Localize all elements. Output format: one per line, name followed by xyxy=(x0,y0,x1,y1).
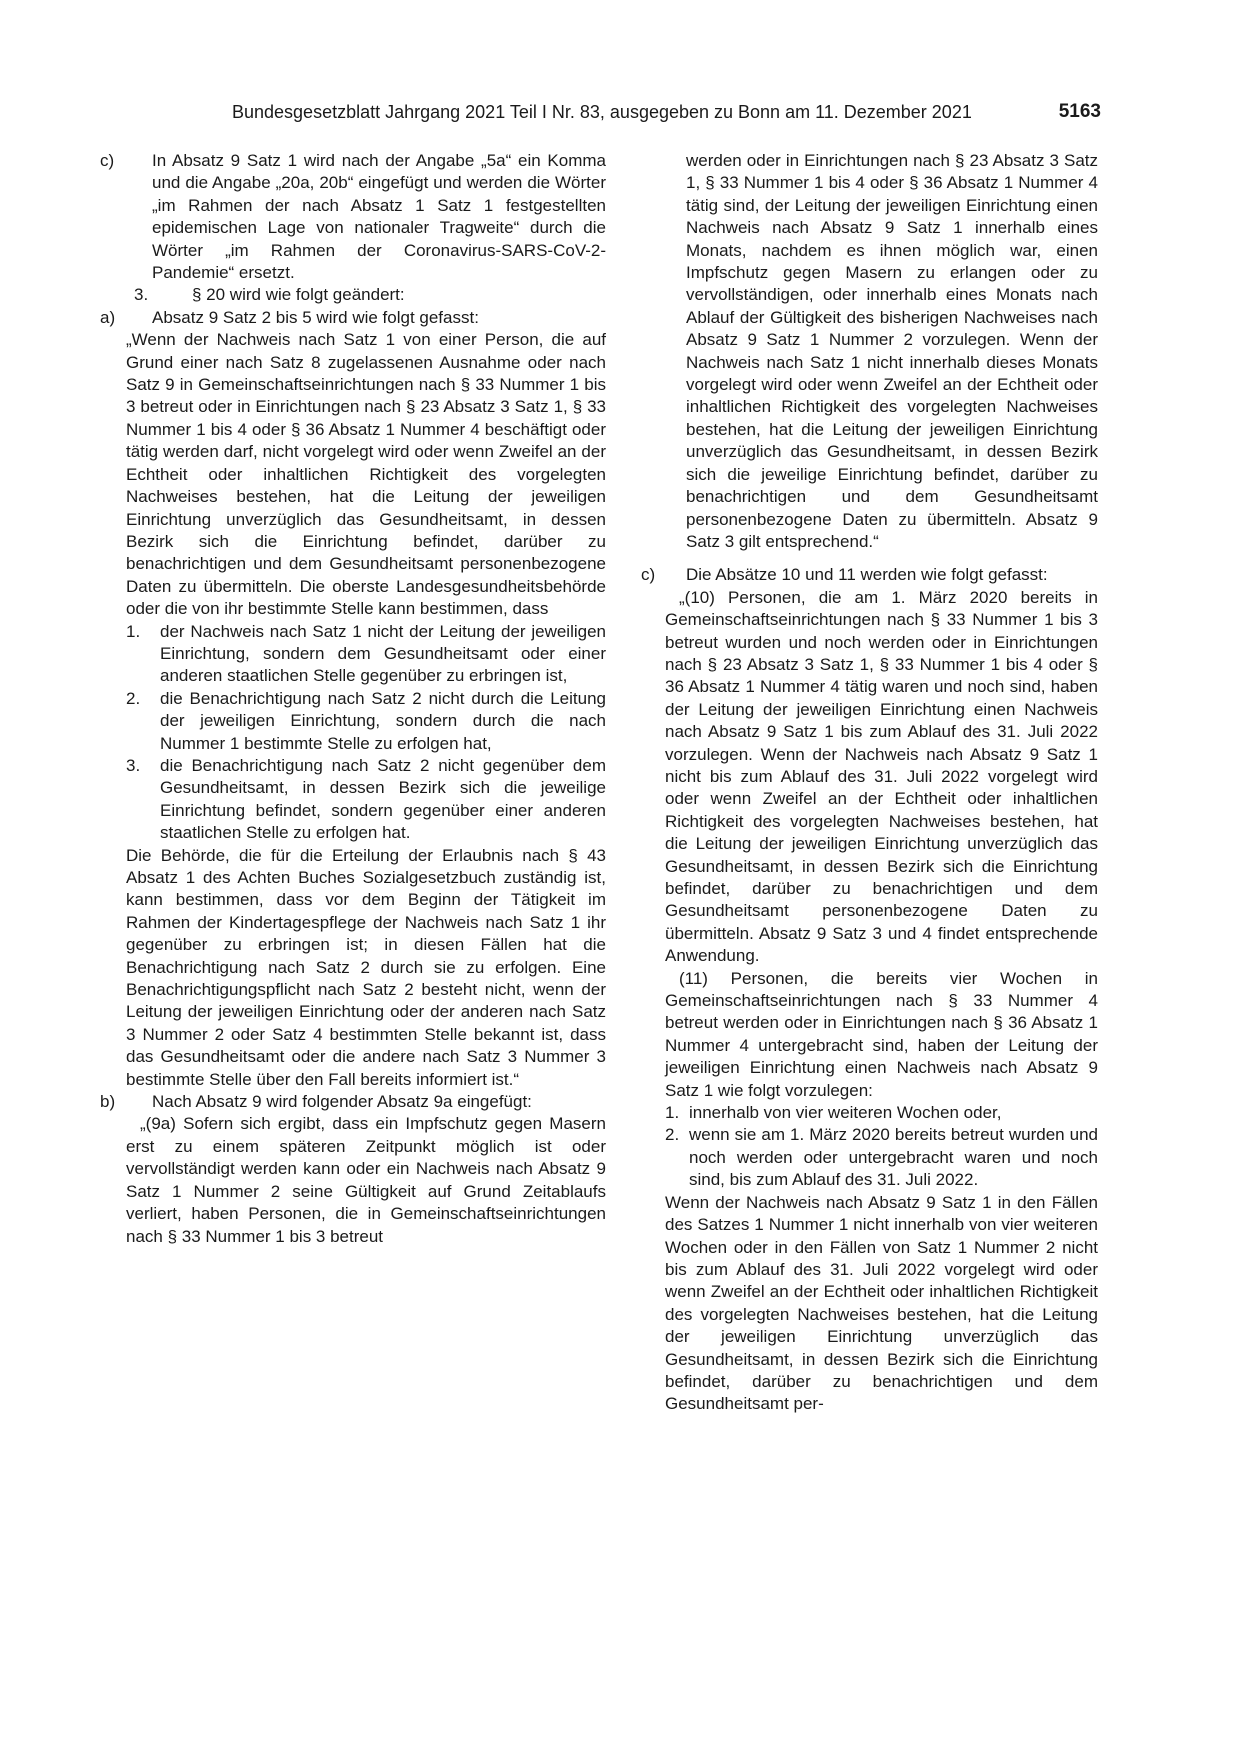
quote-9a-start: „(9a) Sofern sich ergibt, dass ein Impfschutz gegen Masern erst zu einem späteren Zeitpunkt möglich ist oder vervollständigt werden kann oder ein Nachweis nach Absatz 9 Satz 1 Nummer 2 seine Gültigkeit auf Grund Zeitablaufs verliert, haben Personen, die in Gemeinschaftseinrichtungen nach § 33 Nummer 1 bis 3 betreut xyxy=(126,1114,606,1246)
page-header xyxy=(232,98,1101,126)
item-marker: 1. xyxy=(126,621,141,641)
enum-item-3 xyxy=(126,755,606,845)
sub-item-a xyxy=(100,307,606,329)
gazette-title: Bundesgesetzblatt Jahrgang 2021 Teil I Nr. 83, ausgegeben zu Bonn am 11. Dezember 2021 xyxy=(232,102,972,122)
left-column xyxy=(100,150,606,1248)
right-column xyxy=(641,150,1098,1416)
item-marker: b) xyxy=(100,1092,116,1112)
enum-item-2 xyxy=(665,1124,1098,1191)
quote-paragraph-end: Die Behörde, die für die Erteilung der Erlaubnis nach § 43 Absatz 1 des Achten Buches Sozialgesetzbuch zuständig ist, kann bestimmen, dass vor dem Beginn der Tätigkeit im Rahmen der Kindertagespflege der Nachweis nach Satz 1 ihr gegenüber zu erbringen ist; in diesen Fällen hat die Benachrichtigung nach Satz 2 durch sie zu erfolgen. Eine Benachrichtigungspflicht nach Satz 2 besteht nicht, wenn der Leitung der jeweiligen Einrichtung oder der anderen nach Satz 3 Nummer 2 oder Satz 4 bestimmten Stelle bekannt ist, dass das Gesundheitsamt oder die andere nach Satz 3 Nummer 3 bestimmte Stelle über den Fall bereits informiert ist.“ xyxy=(126,845,606,1089)
item-text: Absatz 9 Satz 2 bis 5 wird wie folgt gefasst: xyxy=(152,307,479,327)
item-marker: 2. xyxy=(665,1125,680,1145)
item-3 xyxy=(126,284,606,306)
item-marker: c) xyxy=(641,565,656,585)
item-text: Nach Absatz 9 wird folgender Absatz 9a eingefügt: xyxy=(152,1092,532,1112)
enum-item-1 xyxy=(126,621,606,688)
item-text: der Nachweis nach Satz 1 nicht der Leitung der jeweiligen Einrichtung, sondern dem Gesundheitsamt oder einer anderen staatlichen Stelle gegenüber zu erbringen ist, xyxy=(160,621,606,686)
paragraph-11-end: Wenn der Nachweis nach Absatz 9 Satz 1 in den Fällen des Satzes 1 Nummer 1 nicht innerhalb von vier weiteren Wochen oder in den Fällen von Satz 1 Nummer 2 nicht bis zum Ablauf des 31. Juli 2022 vorgelegt wird oder wenn Zweifel an der Echtheit oder inhaltlichen Richtigkeit des vorgelegten Nachweises bestehen, hat die Leitung der jeweiligen Einrichtung unverzüglich das Gesundheitsamt, in dessen Bezirk sich die Einrichtung befindet, darüber zu benachrichtigen und dem Gesundheitsamt per- xyxy=(665,1192,1098,1414)
item-text: § 20 wird wie folgt geändert: xyxy=(192,285,405,305)
item-marker: 3. xyxy=(126,755,141,775)
item-text: die Benachrichtigung nach Satz 2 nicht gegenüber dem Gesundheitsamt, in dessen Bezirk sich die jeweilige Einrichtung befindet, sondern gegenüber einer anderen staatlichen Stelle zu erfolgen hat. xyxy=(160,755,606,843)
item-marker: 1. xyxy=(665,1103,680,1123)
enum-item-2 xyxy=(126,688,606,755)
item-text: wenn sie am 1. März 2020 bereits betreut wurden und noch werden oder untergebracht waren und noch sind, bis zum Ablauf des 31. Juli 2022. xyxy=(689,1125,1098,1190)
paragraph-10: „(10) Personen, die am 1. März 2020 bereits in Gemeinschaftseinrichtungen nach § 33 Nummer 1 bis 3 betreut wurden und noch werden oder in Einrichtungen nach § 23 Absatz 3 Satz 1, § 33 Nummer 1 bis 4 oder § 36 Absatz 1 Nummer 4 tätig waren und noch sind, haben der Leitung der jeweiligen Einrichtung einen Nachweis nach Absatz 9 Satz 1 bis zum Ablauf des 31. Juli 2022 vorzulegen. Wenn der Nachweis nach Absatz 9 Satz 1 nicht bis zum Ablauf des 31. Juli 2022 vorgelegt wird oder wenn Zweifel an der Echtheit oder inhaltlichen Richtigkeit des vorgelegten Nachweises bestehen, hat die Leitung der jeweiligen Einrichtung unverzüglich das Gesundheitsamt, in dessen Bezirk sich die Einrichtung befindet, darüber zu benachrichtigen und dem Gesundheitsamt personenbezogene Daten zu übermitteln. Absatz 9 Satz 3 und 4 findet entsprechende Anwendung. xyxy=(665,587,1098,966)
enum-item-1 xyxy=(665,1102,1098,1124)
item-text: Die Absätze 10 und 11 werden wie folgt gefasst: xyxy=(686,565,1048,585)
item-c-amendment xyxy=(100,150,606,284)
item-marker: a) xyxy=(100,307,116,327)
item-marker: 3. xyxy=(134,285,149,305)
item-marker: 2. xyxy=(126,688,141,708)
item-text: In Absatz 9 Satz 1 wird nach der Angabe „5a“ ein Komma und die Angabe „20a, 20b“ eingefügt und werden die Wörter „im Rahmen der nach Absatz 1 Satz 1 festgestellten epidemischen Lage von nationaler Tragweite“ durch die Wörter „im Rahmen der Coronavirus-SARS-CoV-2-Pandemie“ ersetzt. xyxy=(152,151,606,283)
quote-9a-continued: werden oder in Einrichtungen nach § 23 Absatz 3 Satz 1, § 33 Nummer 1 bis 4 oder § 36 Absatz 1 Nummer 4 tätig sind, der Leitung der jeweiligen Einrichtung einen Nachweis nach Absatz 9 Satz 1 innerhalb eines Monats, nachdem es ihnen möglich war, einen Impfschutz gegen Masern zu erlangen oder zu vervollständigen, oder innerhalb eines Monats nach Ablauf der Gültigkeit des bisherigen Nachweises nach Absatz 9 Satz 1 Nummer 2 vorzulegen. Wenn der Nachweis nach Satz 1 nicht innerhalb dieses Monats vorgelegt wird oder wenn Zweifel an der Echtheit oder inhaltlichen Richtigkeit des vorgelegten Nachweises bestehen, hat die Leitung der jeweiligen Einrichtung unverzüglich das Gesundheitsamt, in dessen Bezirk sich die jeweilige Einrichtung befindet, darüber zu benachrichtigen und dem Gesundheitsamt personenbezogene Daten zu übermitteln. Absatz 9 Satz 3 gilt entsprechend.“ xyxy=(686,151,1098,551)
sub-item-b xyxy=(100,1091,606,1113)
item-marker: c) xyxy=(100,151,115,170)
item-text: innerhalb von vier weiteren Wochen oder, xyxy=(689,1103,1002,1123)
sub-item-c xyxy=(641,564,1098,586)
item-text: die Benachrichtigung nach Satz 2 nicht durch die Leitung der jeweiligen Einrichtung, sondern durch die nach Nummer 1 bestimmte Stelle zu erfolgen hat, xyxy=(160,688,606,753)
quote-paragraph: „Wenn der Nachweis nach Satz 1 von einer Person, die auf Grund einer nach Satz 8 zugelassenen Ausnahme oder nach Satz 9 in Gemeinschaftseinrichtungen nach § 33 Nummer 1 bis 3 betreut oder in Einrichtungen nach § 23 Absatz 3 Satz 1, § 33 Nummer 1 bis 4 oder § 36 Absatz 1 Nummer 4 beschäftigt oder tätig werden darf, nicht vorgelegt wird oder wenn Zweifel an der Echtheit oder inhaltlichen Richtigkeit des vorgelegten Nachweises bestehen, hat die Leitung der jeweiligen Einrichtung unverzüglich das Gesundheitsamt, in dessen Bezirk sich die Einrichtung befindet, darüber zu benachrichtigen und dem Gesundheitsamt personenbezogene Daten zu übermitteln. Die oberste Landesgesundheitsbehörde oder die von ihr bestimmte Stelle kann bestimmen, dass xyxy=(126,330,606,619)
paragraph-11: (11) Personen, die bereits vier Wochen in Gemeinschaftseinrichtungen nach § 33 Nummer 4 betreut werden oder in Einrichtungen nach § 36 Absatz 1 Nummer 4 untergebracht sind, haben der Leitung der jeweiligen Einrichtung einen Nachweis nach Absatz 9 Satz 1 wie folgt vorzulegen: xyxy=(665,968,1098,1100)
page-number: 5163 xyxy=(1058,101,1101,122)
